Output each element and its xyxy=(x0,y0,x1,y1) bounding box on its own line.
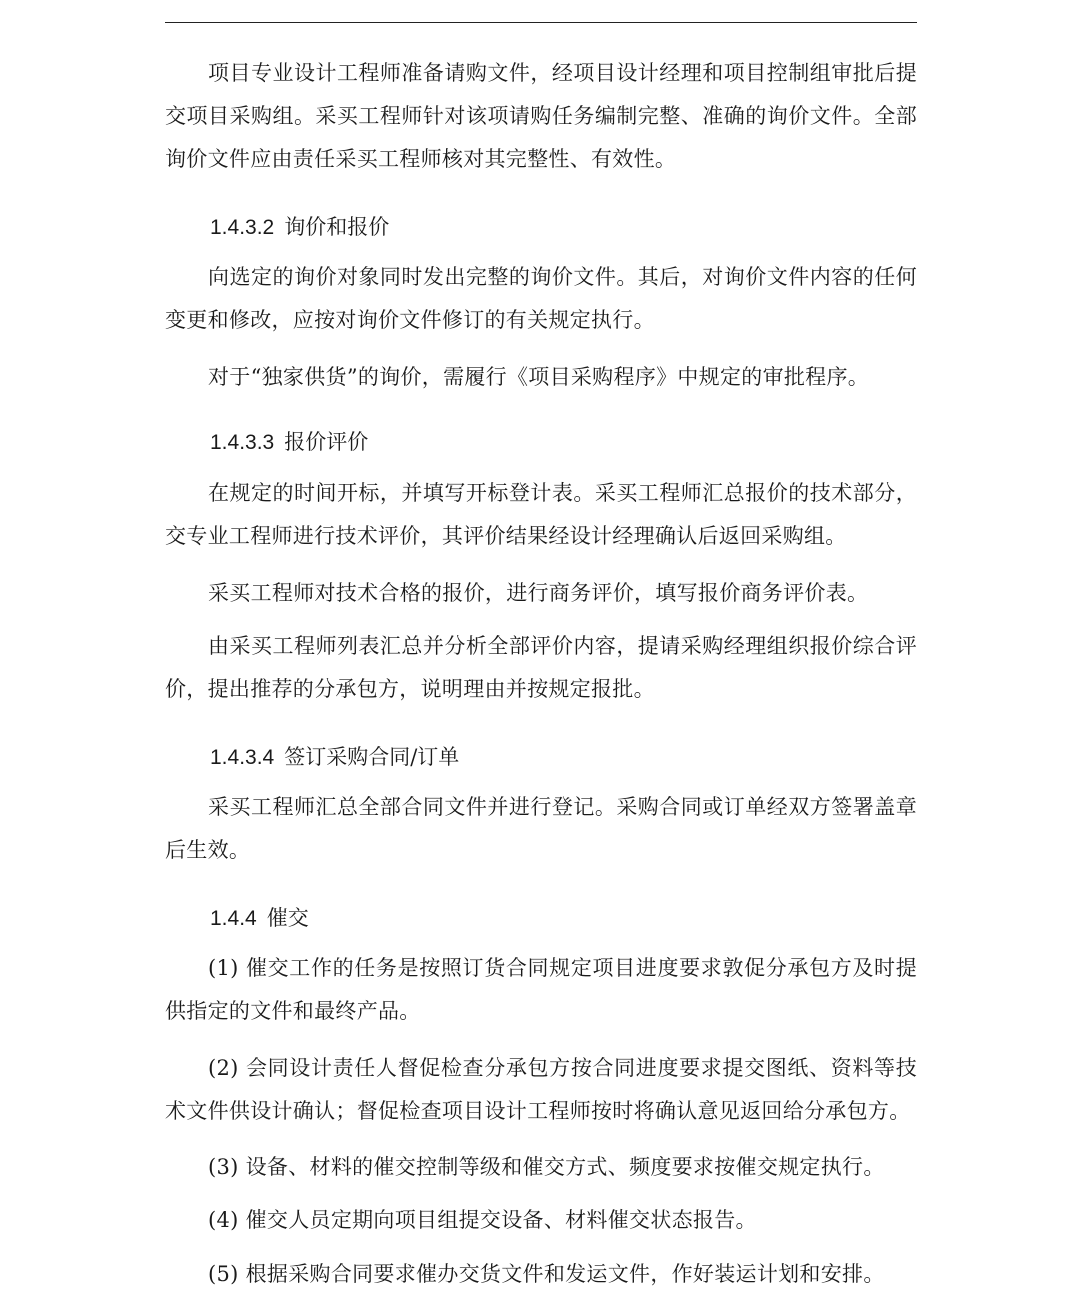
paragraph-purchase-request: 项目专业设计工程师准备请购文件，经项目设计经理和项目控制组审批后提交项目采购组。采买工程师针对该项请购任务编制完整、准确的询价文件。全部询价文件应由责任采买工程师核对其完整性、有效性。 xyxy=(165,61,917,171)
heading-number: 1.4.3.2 xyxy=(210,216,275,239)
paragraph-sole-supply: 对于“独家供货”的询价，需履行《项目采购程序》中规定的审批程序。 xyxy=(208,365,870,389)
heading-sign-contract xyxy=(210,742,459,773)
paragraph-commercial-evaluation: 采买工程师对技术合格的报价，进行商务评价，填写报价商务评价表。 xyxy=(208,581,869,605)
paragraph-bid-opening: 在规定的时间开标，并填写开标登计表。采买工程师汇总报价的技术部分，交专业工程师进行技术评价，其评价结果经设计经理确认后返回采购组。 xyxy=(165,481,917,548)
paragraph-comprehensive-evaluation: 由采买工程师列表汇总并分析全部评价内容，提请采购经理组织报价综合评价，提出推荐的分承包方，说明理由并按规定报批。 xyxy=(165,634,917,701)
top-rule xyxy=(165,22,917,23)
list-item-expediting-1: (1) 催交工作的任务是按照订货合同规定项目进度要求敦促分承包方及时提供指定的文件和最终产品。 xyxy=(165,956,917,1023)
heading-title: 报价评价 xyxy=(284,430,369,454)
paragraph-send-inquiry: 向选定的询价对象同时发出完整的询价文件。其后，对询价文件内容的任何变更和修改，应按对询价文件修订的有关规定执行。 xyxy=(165,265,917,332)
heading-number: 1.4.3.3 xyxy=(210,431,275,454)
heading-number: 1.4.4 xyxy=(210,907,257,930)
heading-title: 催交 xyxy=(266,906,309,930)
heading-title: 询价和报价 xyxy=(284,215,390,239)
paragraph-contract-registration: 采买工程师汇总全部合同文件并进行登记。采购合同或订单经双方签署盖章后生效。 xyxy=(165,795,917,862)
heading-inquiry-and-quotation xyxy=(210,212,389,243)
heading-number: 1.4.3.4 xyxy=(210,746,275,769)
list-item-expediting-4: (4) 催交人员定期向项目组提交设备、材料催交状态报告。 xyxy=(208,1208,757,1232)
heading-quotation-evaluation xyxy=(210,427,368,458)
list-item-expediting-3: (3) 设备、材料的催交控制等级和催交方式、频度要求按催交规定执行。 xyxy=(208,1155,885,1179)
list-item-expediting-2: (2) 会同设计责任人督促检查分承包方按合同进度要求提交图纸、资料等技术文件供设计确认；督促检查项目设计工程师按时将确认意见返回给分承包方。 xyxy=(165,1056,917,1123)
heading-expediting xyxy=(210,903,309,934)
heading-title: 签订采购合同/订单 xyxy=(284,745,460,769)
list-item-expediting-5: (5) 根据采购合同要求催办交货文件和发运文件，作好装运计划和安排。 xyxy=(208,1262,885,1286)
